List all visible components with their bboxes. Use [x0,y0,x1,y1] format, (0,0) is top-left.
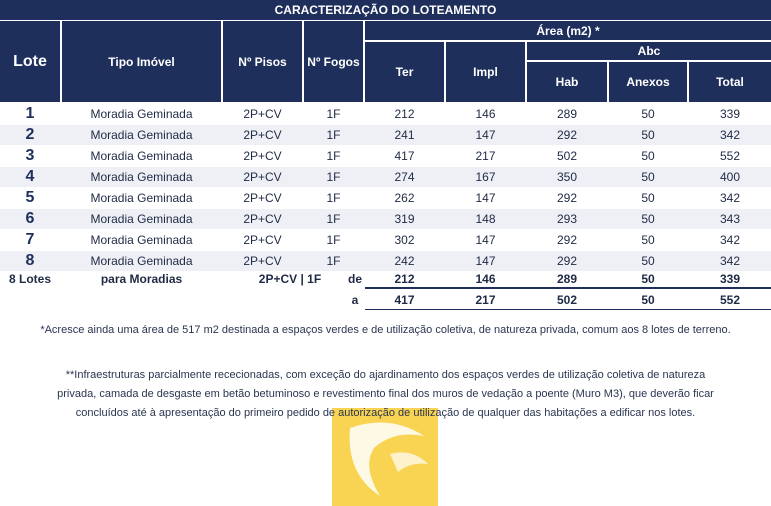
cell-tipo: Moradia Geminada [90,170,193,184]
cell-pisos: 2P+CV [243,149,282,163]
note-area-verdes: *Acresce ainda uma área de 517 m2 destinada a espaços verdes e de utilização coletiva, de natureza privada, comum aos 8 lotes de terreno. [40,324,731,336]
cell-total: 342 [719,128,741,142]
cell-pisos: 2P+CV [243,107,282,121]
cell-fogos: 1F [326,170,341,184]
cell-impl: 147 [475,128,496,142]
cell-lote: 3 [25,147,35,164]
cell-fogos: 1F [326,212,341,226]
header-tipo-imovel: Tipo Imóvel [62,21,221,102]
summary-a: a [351,293,359,307]
cell-total: 400 [719,170,741,184]
cell-pisos: 2P+CV [243,191,282,205]
cell-pisos: 2P+CV [243,170,282,184]
summary-max-total: 552 [719,293,741,307]
cell-pisos: 2P+CV [243,128,282,142]
cell-impl: 146 [475,107,496,121]
cell-lote: 8 [25,252,35,269]
header-ter: Ter [365,42,444,102]
summary-max-impl: 217 [475,293,496,307]
note-infraestruturas-line1: **Infraestruturas parcialmente rececionadas, com exceção do ajardinamento dos espaços verdes de utilização coletiva de natureza [65,369,706,381]
cell-ter: 242 [394,254,415,268]
cell-total: 339 [719,107,741,121]
cell-hab: 293 [556,212,578,226]
cell-anexos: 50 [641,149,655,163]
table-row [0,146,771,166]
cell-ter: 262 [394,191,415,205]
summary-bottom-line [365,309,771,310]
header-area: Área (m2) * [365,21,771,40]
summary-min-ter: 212 [394,272,415,286]
header-num-pisos: Nº Pisos [223,21,302,102]
cell-anexos: 50 [641,107,655,121]
header-anexos: Anexos [609,62,687,102]
cell-fogos: 1F [326,128,341,142]
summary-min-total: 339 [719,272,741,286]
cell-fogos: 1F [326,191,341,205]
cell-tipo: Moradia Geminada [90,191,193,205]
cell-anexos: 50 [641,233,655,247]
cell-fogos: 1F [326,254,341,268]
cell-impl: 147 [475,233,496,247]
header-num-fogos: Nº Fogos [304,21,363,102]
summary-row-min [0,269,771,289]
cell-anexos: 50 [641,212,655,226]
cell-tipo: Moradia Geminada [90,128,193,142]
cell-total: 343 [719,212,741,226]
cell-hab: 292 [556,128,578,142]
cell-ter: 302 [394,233,415,247]
header-hab: Hab [527,62,607,102]
table-row [0,104,771,124]
cell-impl: 147 [475,191,496,205]
cell-total: 342 [719,233,741,247]
cell-lote: 6 [25,210,35,227]
cell-fogos: 1F [326,107,341,121]
cell-total: 342 [719,254,741,268]
summary-min-hab: 289 [556,272,578,286]
cell-anexos: 50 [641,128,655,142]
table-row [0,188,771,208]
table-row [0,230,771,250]
summary-max-ter: 417 [394,293,415,307]
cell-ter: 274 [394,170,415,184]
cell-total: 552 [719,149,741,163]
cell-pisos: 2P+CV [243,254,282,268]
cell-ter: 212 [394,107,415,121]
cell-pisos: 2P+CV [243,233,282,247]
cell-tipo: Moradia Geminada [90,233,193,247]
summary-pisos-fogos: 2P+CV | 1F [258,272,322,286]
header-total: Total [689,62,771,102]
cell-impl: 167 [475,170,496,184]
cell-lote: 7 [25,231,35,248]
header-lote: Lote [0,21,60,102]
cell-lote: 4 [25,168,35,185]
table-row [0,251,771,271]
cell-hab: 289 [556,107,578,121]
cell-lote: 1 [25,105,35,122]
header-impl: Impl [446,42,525,102]
summary-tipo: para Moradias [100,272,183,286]
cell-tipo: Moradia Geminada [90,254,193,268]
cell-impl: 148 [475,212,496,226]
cell-hab: 292 [556,254,578,268]
table-row [0,209,771,229]
summary-row-max [0,290,771,310]
summary-lotes: 8 Lotes [8,272,51,286]
cell-ter: 417 [394,149,415,163]
summary-min-impl: 146 [475,272,496,286]
summary-min-anexos: 50 [641,272,655,286]
cell-tipo: Moradia Geminada [90,212,193,226]
cell-total: 342 [719,191,741,205]
note-infraestruturas-line2: privada, camada de desgaste em betão betuminoso e revestimento final dos muros de vedação a poente (Muro M3), que deverão ficar [57,388,714,400]
summary-max-hab: 502 [556,293,578,307]
cell-anexos: 50 [641,191,655,205]
table-title: CARACTERIZAÇÃO DO LOTEAMENTO [0,0,771,20]
cell-impl: 217 [475,149,496,163]
cell-lote: 2 [25,126,35,143]
summary-max-anexos: 50 [641,293,655,307]
cell-anexos: 50 [641,170,655,184]
cell-hab: 292 [556,191,578,205]
table-row [0,167,771,187]
cell-pisos: 2P+CV [243,212,282,226]
cell-fogos: 1F [326,149,341,163]
table-row [0,125,771,145]
cell-fogos: 1F [326,233,341,247]
cell-tipo: Moradia Geminada [90,107,193,121]
cell-tipo: Moradia Geminada [90,149,193,163]
cell-hab: 350 [556,170,578,184]
cell-impl: 147 [475,254,496,268]
cell-anexos: 50 [641,254,655,268]
cell-ter: 319 [394,212,415,226]
cell-lote: 5 [25,189,35,206]
summary-de: de [347,272,362,286]
cell-hab: 292 [556,233,578,247]
cell-ter: 241 [394,128,415,142]
header-abc: Abc [527,42,771,60]
note-infraestruturas-line3: concluídos até à apresentação do primeiro pedido de autorização de utilização de qualquer das habitações a edificar nos lotes. [75,407,696,419]
cell-hab: 502 [556,149,578,163]
